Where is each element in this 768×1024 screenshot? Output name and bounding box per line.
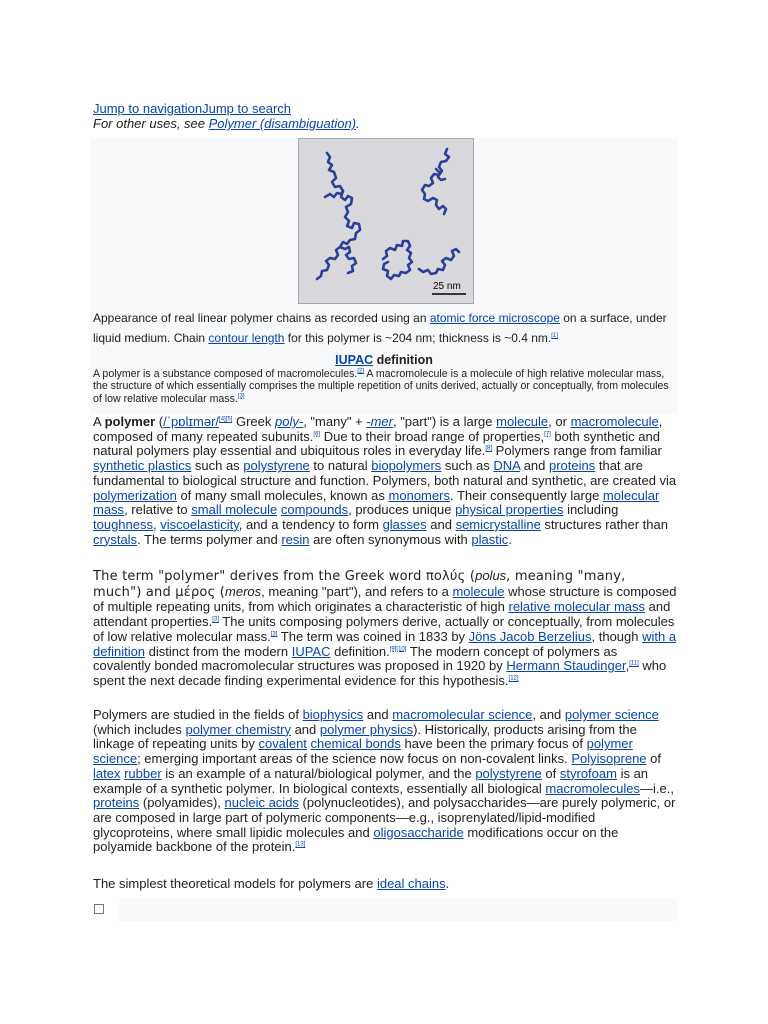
text: The modern concept of polymers as covalently bonded macromolecular structures was proposed in 1920 by <box>93 643 618 674</box>
text: , composed of many repeated subunits. <box>93 414 663 444</box>
ideal-chains-link[interactable]: ideal chains <box>376 876 446 891</box>
resin-link[interactable]: resin <box>281 531 310 547</box>
macromolecules-link[interactable]: macromolecules <box>545 780 641 796</box>
infobox <box>91 138 677 414</box>
text: , though <box>591 628 643 644</box>
polymer-bold-term: polymer <box>104 414 156 429</box>
scale-label: 25 nm <box>433 281 461 292</box>
molecule-link[interactable]: molecule <box>452 583 505 599</box>
polymerization-link[interactable]: polymerization <box>93 487 177 503</box>
meros-term: meros <box>225 583 262 599</box>
text: and <box>290 721 320 737</box>
text: and <box>363 707 393 722</box>
text: —i.e., <box>640 780 674 796</box>
collapse-checkbox[interactable] <box>94 904 104 914</box>
text: , "part") is a large <box>392 414 497 429</box>
oligosaccharide-link[interactable]: oligosaccharide <box>373 824 464 840</box>
polymer-science-link[interactable]: polymer science <box>93 736 633 767</box>
iupac-heading-text: definition <box>373 353 433 367</box>
text: The term "polymer" derives from the Greek word πολύς ( <box>93 569 476 584</box>
jump-links <box>93 101 291 116</box>
text: (polyamides), <box>139 795 225 811</box>
text: . <box>508 531 512 547</box>
text: , meaning "many, much") and μέρος ( <box>93 569 626 600</box>
polymer-chains-svg <box>299 139 473 303</box>
text: Polymers are studied in the fields of <box>93 707 303 722</box>
iupac-heading-link[interactable]: IUPAC <box>335 353 374 367</box>
caption-text: for this polymer is ~204 nm; thickness is ~0.4 nm. <box>284 331 552 345</box>
polystyrene-link[interactable]: polystyrene <box>475 765 542 781</box>
text: , and <box>532 707 565 722</box>
atomic-force-microscope-link[interactable]: atomic force microscope <box>429 311 560 325</box>
mer-link[interactable]: -mer <box>366 414 393 429</box>
polymer-science-link[interactable]: polymer science <box>564 707 659 722</box>
text: is an example of a natural/biological polymer, and the <box>161 765 476 781</box>
intro-paragraph <box>93 415 677 547</box>
models-paragraph <box>93 877 677 892</box>
reference-1[interactable]: [1] <box>551 333 558 339</box>
polyisoprene-link[interactable]: Polyisoprene <box>571 751 647 767</box>
reference-7[interactable]: [7] <box>544 431 551 438</box>
text: , and a tendency to form <box>238 516 383 532</box>
biopolymers-link[interactable]: biopolymers <box>371 458 442 474</box>
biophysics-link[interactable]: biophysics <box>302 707 364 722</box>
toughness-link[interactable]: toughness <box>93 516 153 532</box>
caption-text: Appearance of real linear polymer chains as recorded using an <box>93 311 430 325</box>
text: and <box>520 458 549 474</box>
rubber-link[interactable]: rubber <box>124 765 162 781</box>
afm-polymer-image[interactable] <box>298 138 474 304</box>
latex-link[interactable]: latex <box>93 765 121 781</box>
reference-6[interactable]: [6] <box>313 431 321 438</box>
macromolecule-link[interactable]: macromolecule <box>570 414 659 429</box>
reference-3[interactable]: [3] <box>237 393 245 400</box>
text: (polynucleotides), and polysaccharides—are purely polymeric, or are composed in large part of polymeric components—e.g., isoprenylated/lipid-modified glycoproteins, where small lipidic molecules and <box>93 795 676 840</box>
text: of <box>646 751 661 767</box>
berzelius-link[interactable]: Jöns Jacob Berzelius <box>468 628 592 644</box>
text: Polymers range from familiar <box>492 443 662 459</box>
text: A <box>93 414 105 429</box>
reference-8[interactable]: [8] <box>485 446 493 453</box>
jump-to-navigation-link[interactable]: Jump to navigation <box>93 101 203 116</box>
text: ( <box>155 414 164 429</box>
reference-13[interactable]: [13] <box>295 842 306 848</box>
image-caption <box>93 308 673 348</box>
etymology-paragraph <box>93 569 677 689</box>
text: including <box>563 502 619 518</box>
polymer-physics-link[interactable]: polymer physics <box>319 721 414 737</box>
text: of many small molecules, known as <box>176 487 389 503</box>
text: The simplest theoretical models for polymers are <box>93 876 377 891</box>
relative-molecular-mass-link[interactable]: relative molecular mass <box>508 599 646 615</box>
iupac-link[interactable]: IUPAC <box>291 643 331 659</box>
text: , produces unique <box>348 502 456 518</box>
reference-4-5[interactable]: [4][5] <box>219 416 233 423</box>
text: structures rather than <box>540 516 668 532</box>
crystals-link[interactable]: crystals <box>93 531 138 547</box>
hatnote-suffix: . <box>356 116 360 131</box>
caption-text: on a surface, under liquid medium. Chain <box>93 311 667 345</box>
text: and <box>426 516 456 532</box>
contour-length-link[interactable]: contour length <box>208 331 285 345</box>
chemical-bonds-link[interactable]: chemical bonds <box>310 736 401 752</box>
text: . Their consequently large <box>449 487 603 503</box>
disambiguation-link[interactable]: Polymer (disambiguation) <box>208 116 357 131</box>
poly-link[interactable]: poly- <box>275 414 304 429</box>
text: is an example of a synthetic polymer. In biological contexts, essentially all biological <box>93 765 649 796</box>
styrofoam-link[interactable]: styrofoam <box>559 765 617 781</box>
text: Greek <box>232 414 275 429</box>
text: of <box>541 765 560 781</box>
text: The units composing polymers derive, actually or conceptually, from molecules of low relative molecular mass. <box>93 614 675 644</box>
collapsed-section-bar <box>119 899 677 921</box>
molecular-mass-link[interactable]: molecular mass <box>93 487 660 518</box>
molecule-link[interactable]: molecule <box>496 414 549 429</box>
ipa-pronunciation-link[interactable]: /ˈpɒlɪmər/ <box>163 414 220 429</box>
reference-12[interactable]: [12] <box>508 675 519 682</box>
text: have been the primary focus of <box>400 736 587 752</box>
reference-9-10[interactable]: [9][10] <box>389 646 407 653</box>
text: and attendant properties. <box>93 599 671 630</box>
with-a-definition-link[interactable]: with a definition <box>93 628 677 659</box>
text: definition. <box>330 643 390 659</box>
small-molecule-link[interactable]: small molecule <box>191 502 278 518</box>
fields-paragraph <box>93 708 677 855</box>
reference-3[interactable]: [3] <box>270 631 278 638</box>
hatnote <box>93 116 360 131</box>
compounds-link[interactable]: compounds <box>280 502 349 518</box>
iupac-text-2: A macromolecule is a molecule of high relative molecular mass, the structure of which essentially comprises the multiple repetition of units derived, actually or conceptually, from molecules of low relative molecular mass. <box>93 368 669 405</box>
text: to natural <box>309 458 372 474</box>
covalent-link[interactable]: covalent <box>258 736 307 752</box>
text: are often synonymous with <box>309 531 472 547</box>
text: , "many" + <box>303 414 367 429</box>
polystyrene-link[interactable]: polystyrene <box>243 458 310 474</box>
text: such as <box>191 458 244 474</box>
text: ; emerging important areas of the science now focus on non-covalent links. <box>137 751 572 767</box>
reference-11[interactable]: [11] <box>629 660 639 667</box>
viscoelasticity-link[interactable]: viscoelasticity <box>160 516 239 532</box>
text: both synthetic and natural polymers play essential and ubiquitous roles in everyday life. <box>93 428 660 459</box>
text: Due to their broad range of properties, <box>320 428 545 444</box>
text: distinct from the modern <box>145 643 292 659</box>
text: ). Historically, products arising from the linkage of repeating units by <box>93 721 637 752</box>
glasses-link[interactable]: glasses <box>382 516 427 532</box>
text: . <box>445 876 450 891</box>
text: , meaning "part"), and refers to a <box>261 583 453 599</box>
hatnote-prefix: For other uses, see <box>93 116 209 131</box>
staudinger-link[interactable]: Hermann Staudinger <box>506 658 626 674</box>
physical-properties-link[interactable]: physical properties <box>455 502 564 518</box>
text: modifications occur on the polyamide backbone of the protein. <box>93 824 619 855</box>
image-background <box>299 139 473 303</box>
monomers-link[interactable]: monomers <box>388 487 450 503</box>
text: who spent the next decade finding experimental evidence for this hypothesis. <box>93 658 667 688</box>
dna-link[interactable]: DNA <box>493 458 521 474</box>
iupac-text-1: A polymer is a substance composed of macromolecules. <box>93 368 358 380</box>
text: , <box>153 516 161 532</box>
text: that are fundamental to biological structure and function. Polymers, both natural and synthetic, are created via <box>93 458 677 488</box>
nucleic-acids-link[interactable]: nucleic acids <box>224 795 299 811</box>
iupac-definition-text <box>93 368 675 405</box>
reference-3[interactable]: [3] <box>212 616 219 623</box>
synthetic-plastics-link[interactable]: synthetic plastics <box>93 458 192 474</box>
text: , or <box>548 414 571 429</box>
text: , <box>625 658 630 674</box>
text: The term was coined in 1833 by <box>277 628 469 644</box>
text: (which includes <box>93 721 186 737</box>
reference-2[interactable]: [2] <box>357 368 365 375</box>
proteins-link[interactable]: proteins <box>549 458 596 474</box>
jump-to-search-link[interactable]: Jump to search <box>202 101 291 116</box>
text: . The terms polymer and <box>137 531 282 547</box>
iupac-definition-heading <box>91 352 677 368</box>
text: such as <box>441 458 494 474</box>
text: whose structure is composed of multiple repeating units, from which originates a characteristic of high <box>93 583 677 615</box>
macromolecular-science-link[interactable]: macromolecular science <box>392 707 533 722</box>
proteins-link[interactable]: proteins <box>93 795 140 811</box>
polus-term: polus <box>475 568 507 583</box>
polymer-chemistry-link[interactable]: polymer chemistry <box>185 721 291 737</box>
plastic-link[interactable]: plastic <box>471 531 509 547</box>
text: , relative to <box>124 502 192 518</box>
semicrystalline-link[interactable]: semicrystalline <box>455 516 541 532</box>
